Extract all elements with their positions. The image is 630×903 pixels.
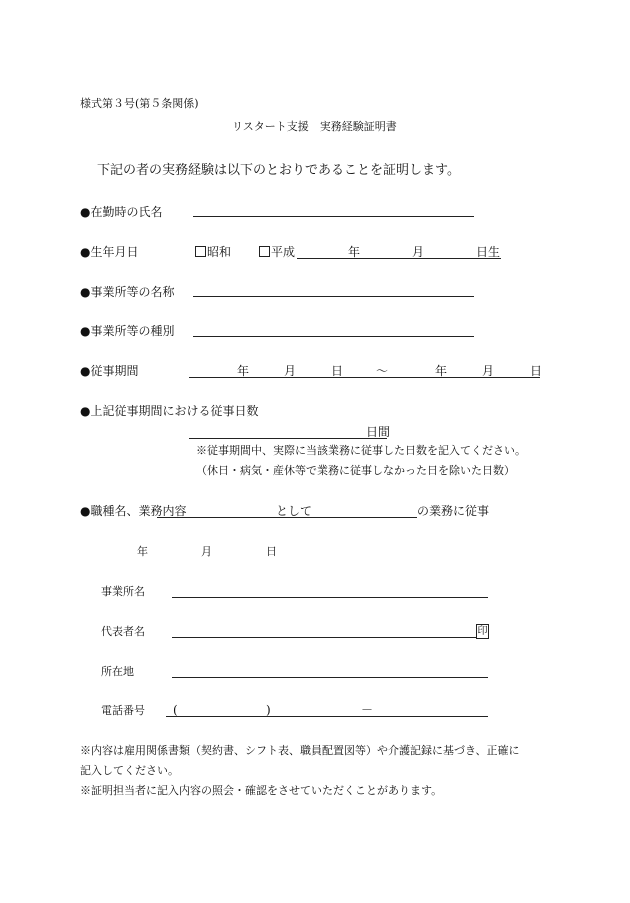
era-heisei-option[interactable] bbox=[259, 246, 295, 258]
phone-open-paren: ( bbox=[173, 703, 178, 717]
representative-label: 代表者名 bbox=[101, 625, 145, 638]
cert-day-unit: 日 bbox=[266, 545, 277, 558]
days-label: ●上記従事期間における従事日数 bbox=[80, 404, 259, 418]
period-label: ●従事期間 bbox=[80, 364, 139, 378]
era-showa-label: 昭和 bbox=[207, 245, 232, 259]
phone-field[interactable] bbox=[166, 716, 488, 717]
facility-type-label: ●事業所等の種別 bbox=[80, 324, 175, 338]
birth-day-unit: 日生 bbox=[476, 245, 501, 259]
period-end-month-unit: 月 bbox=[482, 364, 495, 378]
phone-close-paren: ) bbox=[266, 703, 271, 717]
period-start-year-unit: 年 bbox=[237, 364, 250, 378]
era-showa-option[interactable] bbox=[195, 246, 231, 258]
address-field[interactable] bbox=[172, 677, 488, 678]
job-field[interactable] bbox=[157, 517, 417, 518]
document-title: リスタート支援 実務経験証明書 bbox=[232, 120, 397, 133]
phone-dash: － bbox=[361, 703, 374, 717]
name-label: ●在勤時の氏名 bbox=[80, 205, 163, 219]
job-label: ●職種名、業務内容 bbox=[80, 504, 187, 518]
period-start-month-unit: 月 bbox=[284, 364, 297, 378]
checkbox-icon[interactable] bbox=[195, 246, 206, 257]
birth-label: ●生年月日 bbox=[80, 245, 139, 259]
era-heisei-label: 平成 bbox=[271, 245, 296, 259]
note-line-1: ※内容は雇用関係書類（契約書、シフト表、職員配置図等）や介護記録に基づき、正確に bbox=[80, 744, 520, 757]
cert-year-unit: 年 bbox=[137, 545, 148, 558]
facility-name-field[interactable] bbox=[193, 296, 474, 297]
birth-year-unit: 年 bbox=[348, 245, 361, 259]
period-tilde: ～ bbox=[376, 364, 389, 378]
job-as-text: として bbox=[276, 504, 313, 518]
facility-type-field[interactable] bbox=[193, 336, 474, 337]
checkbox-icon[interactable] bbox=[259, 246, 270, 257]
office-name-label: 事業所名 bbox=[101, 585, 145, 598]
days-note-2: （休日・病気・産休等で業務に従事しなかった日を除いた日数） bbox=[196, 464, 515, 477]
period-start-day-unit: 日 bbox=[331, 364, 344, 378]
birth-date-field[interactable] bbox=[297, 258, 501, 259]
address-label: 所在地 bbox=[101, 665, 134, 678]
intro-text: 下記の者の実務経験は以下のとおりであることを証明します。 bbox=[97, 163, 460, 178]
period-end-year-unit: 年 bbox=[435, 364, 448, 378]
days-note-1: ※従事期間中、実際に当該業務に従事した日数を記入てください。 bbox=[196, 444, 526, 457]
birth-month-unit: 月 bbox=[412, 245, 425, 259]
phone-label: 電話番号 bbox=[101, 704, 145, 717]
facility-name-label: ●事業所等の名称 bbox=[80, 285, 175, 299]
form-number: 様式第３号(第５条関係) bbox=[80, 97, 199, 110]
cert-month-unit: 月 bbox=[201, 545, 212, 558]
period-end-day-unit: 日 bbox=[530, 364, 543, 378]
note-line-3: ※証明担当者に記入内容の照会・確認をさせていただくことがあります。 bbox=[80, 784, 443, 797]
office-name-field[interactable] bbox=[172, 597, 488, 598]
job-suffix: の業務に従事 bbox=[417, 504, 490, 518]
name-field[interactable] bbox=[193, 216, 474, 217]
representative-field[interactable] bbox=[172, 637, 476, 638]
days-unit: 日間 bbox=[366, 425, 391, 439]
note-line-2: 記入してください。 bbox=[80, 764, 179, 777]
days-field[interactable] bbox=[189, 438, 387, 439]
period-field[interactable] bbox=[189, 377, 540, 378]
seal-box: 印 bbox=[477, 626, 488, 637]
